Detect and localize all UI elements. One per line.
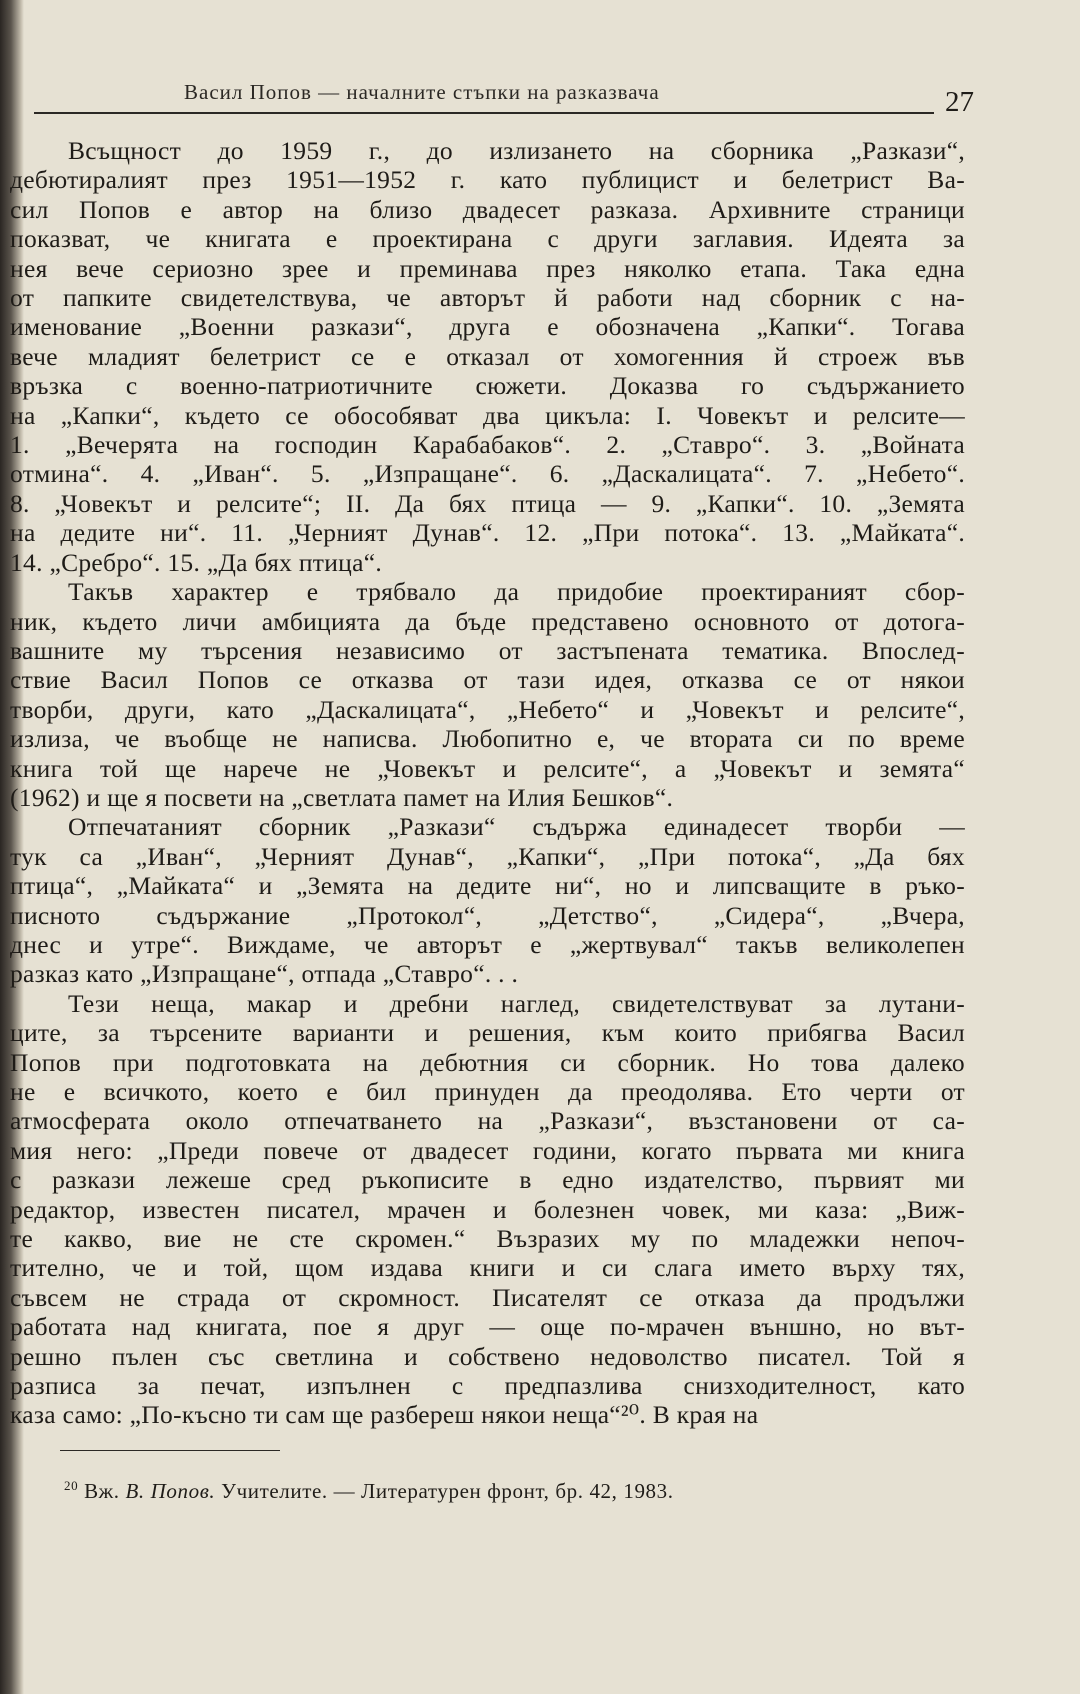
- paragraph: [10, 989, 965, 1430]
- text-line: птица“, „Майката“ и „Земята на дедите ни“, но и липсващите в ръко-: [10, 871, 965, 901]
- text-line: дебютиралият през 1951—1952 г. като публицист и белетрист Ва-: [10, 165, 965, 195]
- text-line: ник, където личи амбицията да бъде представено основното от дотога-: [10, 606, 965, 636]
- footnote-author: В. Попов.: [125, 1479, 216, 1503]
- text-line: от папките свидетелствува, че авторът й работи над сборник с на-: [10, 283, 965, 313]
- text-line: 14. „Сребро“. 15. „Да бях птица“.: [10, 547, 383, 577]
- header-rule: [34, 112, 934, 114]
- running-title: Васил Попов — началните стъпки на разказвача: [184, 80, 660, 104]
- text-line: Всъщност до 1959 г., до излизането на сборника „Разкази“,: [68, 136, 965, 165]
- text-line: нея вече сериозно зрее и преминава през няколко етапа. Така една: [10, 253, 965, 283]
- text-line: тително, че и той, щом издава книги и си слага името върху тях,: [10, 1253, 965, 1283]
- footnote: [64, 1478, 964, 1504]
- footnote-number: 20: [64, 1478, 79, 1493]
- text-line: вече младият белетрист се е отказал от хомогенния й строеж във: [10, 341, 965, 371]
- text-line: книга той ще нарече не „Човекът и релсите“, а „Човекът и земята“: [10, 753, 965, 783]
- text-line: не е всичкото, което е бил принуден да преодолява. Ето черти от: [10, 1077, 965, 1106]
- footnote-prefix: Вж.: [84, 1479, 120, 1503]
- text-line: на дедите ни“. 11. „Черният Дунав“. 12. „При потока“. 13. „Майката“.: [10, 518, 965, 548]
- text-line: (1962) и ще я посвети на „светлата памет на Илия Бешков“.: [10, 782, 674, 812]
- text-line: излиза, че въобще не написва. Любопитно е, че втората си по време: [10, 724, 965, 754]
- text-line: показват, че книгата е проектирана с други заглавия. Идеята за: [10, 224, 965, 254]
- text-line: мия него: „Преди повече от двадесет години, когато първата ми книга: [10, 1135, 965, 1165]
- body-text: [10, 136, 965, 1430]
- text-line: Такъв характер е трябвало да придобие проектираният сбор-: [68, 577, 965, 607]
- text-line: решно пълен със светлина и собствено недоволство писател. Той я: [10, 1341, 965, 1371]
- text-line: сил Попов е автор на близо двадесет разказа. Архивните страници: [10, 194, 965, 224]
- text-line: редактор, известен писател, мрачен и болезнен човек, ми каза: „Виж-: [10, 1194, 965, 1224]
- text-line: на „Капки“, където се обособяват два цикъла: I. Човекът и релсите—: [10, 400, 965, 430]
- text-line: 8. „Човекът и релсите“; II. Да бях птица — 9. „Капки“. 10. „Земята: [10, 488, 965, 518]
- text-line: Отпечатаният сборник „Разкази“ съдържа единадесет творби —: [68, 812, 965, 842]
- text-line: именование „Военни разкази“, друга е обозначена „Капки“. Тогава: [10, 312, 965, 342]
- text-line: вашните му търсения независимо от застъпената тематика. Впослед-: [10, 635, 965, 665]
- text-line: каза само: „По-късно ти сам ще разбереш някои неща“²⁰. В края на: [10, 1400, 759, 1430]
- text-line: работата над книгата, пое я друг — още по-мрачен външно, но вът-: [10, 1312, 965, 1342]
- text-line: връзка с военно-патриотичните сюжети. Доказва го съдържанието: [10, 371, 965, 401]
- text-line: писното съдържание „Протокол“, „Детство“, „Сидера“, „Вчера,: [10, 900, 965, 930]
- paragraph: [10, 577, 965, 812]
- footnote-text: Учителите. — Литературен фронт, бр. 42, 1983.: [221, 1479, 674, 1503]
- text-line: ците, за търсените варианти и решения, към които прибягва Васил: [10, 1018, 965, 1048]
- footnote-rule: [60, 1450, 280, 1451]
- text-line: съвсем не страда от скромност. Писателят се отказа да продължи: [10, 1282, 965, 1312]
- page-number: 27: [945, 86, 974, 118]
- text-line: те какво, вие не сте скромен.“ Възразих му по младежки непоч-: [10, 1224, 965, 1254]
- page-header: [24, 72, 974, 122]
- text-line: Попов при подготовката на дебютния си сборник. Но това далеко: [10, 1047, 965, 1077]
- text-line: тук са „Иван“, „Черният Дунав“, „Капки“, „При потока“, „Да бях: [10, 841, 965, 871]
- text-line: с разкази лежеше сред ръкописите в едно издателство, първият ми: [10, 1165, 965, 1195]
- text-line: Тези неща, макар и дребни наглед, свидетелствуват за лутани-: [68, 988, 965, 1018]
- text-line: 1. „Вечерята на господин Карабабаков“. 2. „Ставро“. 3. „Войната: [10, 430, 965, 460]
- text-line: днес и утре“. Виждаме, че авторът е „жертвувал“ такъв великолепен: [10, 929, 965, 959]
- paragraph: [10, 136, 965, 577]
- text-line: творби, други, като „Даскалицата“, „Небето“ и „Човекът и релсите“,: [10, 694, 965, 724]
- text-line: отмина“. 4. „Иван“. 5. „Изпращане“. 6. „Даскалицата“. 7. „Небето“.: [10, 459, 965, 489]
- text-line: атмосферата около отпечатването на „Разкази“, възстановени от са-: [10, 1106, 965, 1136]
- paragraph: [10, 812, 965, 988]
- text-line: разказ като „Изпращане“, отпада „Ставро“. . .: [10, 959, 519, 989]
- text-line: ствие Васил Попов се отказва от тази идея, отказва се от някои: [10, 665, 965, 695]
- text-line: разписа за печат, изпълнен с предпазлива снизходителност, като: [10, 1371, 965, 1401]
